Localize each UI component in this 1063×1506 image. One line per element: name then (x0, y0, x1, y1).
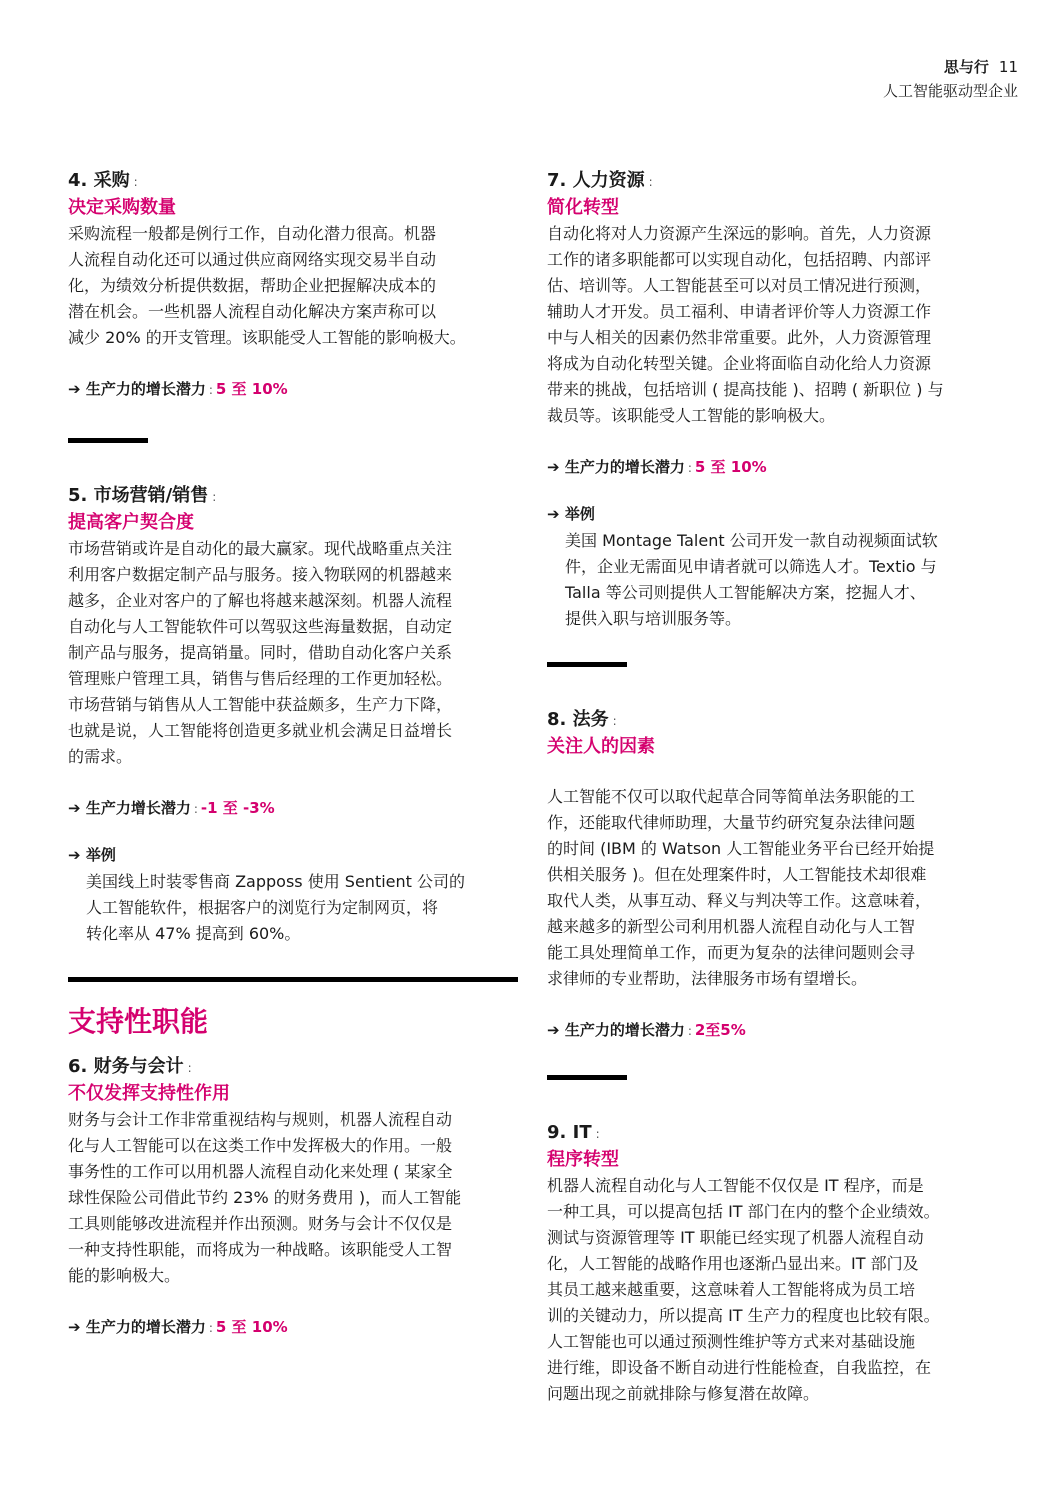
productivity-potential: ➔ 生产力增长潜力 : -1 至 -3% (68, 799, 275, 817)
section-title: 6. 财务与会计 (68, 1056, 184, 1077)
section-title: 4. 采购 (68, 170, 130, 191)
productivity-value: -1 至 -3% (200, 799, 275, 817)
section-divider (547, 662, 627, 667)
section-it: 9. IT : 程序转型 机器人流程自动化与人工智能不仅仅是 IT 程序，而是 一种工具，可以提高包括 IT 部门在内的整个企业绩效。 测试与资源管理等 IT 职能已经实现了机器人流程自动 化，人工智能的战略作用也逐渐凸显出来。IT 部门及 其员工越来越重要，这意味着人工智能将成为员工培 训的关键动力，所以提高 IT 生产力的程度也比较有限。 人工智能也可以通过预测性维护等方式来对基础设施 进行维，即设备不断自动进行性能检查，自我监控，在 问题出现之前就排除与修复潜在故障。 (547, 1120, 999, 1407)
header-brand: 思与行 (943, 58, 989, 76)
page-number: 11 (998, 58, 1018, 76)
example-text: 美国线上时装零售商 Zapposs 使用 Sentient 公司的 人工智能软件，根据客户的浏览行为定制网页，将 转化率从 47% 提高到 60%。 (86, 872, 466, 943)
right-column (547, 168, 999, 1407)
productivity-value: 5 至 10% (215, 1318, 288, 1336)
productivity-potential: ➔ 生产力的增长潜力 : 5 至 10% (547, 458, 767, 476)
section-title: 5. 市场营销/销售 (68, 485, 209, 506)
example-label: ➔ 举例 (547, 505, 595, 523)
section-subtitle: 关注人的因素 (547, 736, 655, 757)
arrow-right-icon: ➔ (547, 458, 560, 476)
arrow-right-icon: ➔ (68, 380, 81, 398)
section-legal: 8. 法务 : 关注人的因素 人工智能不仅可以取代起草合同等简单法务职能的工 作，还能取代律师助理，大量节约研究复杂法律问题 的时间 (IBM 的 Watson 人工智能业务平台已经开始提 供相关服务 )。但在处理案件时，人工智能技术却很难 取代人类，从事互动、释义与判决等工作。这意味着， 越来越多的新型公司利用机器人流程自动化与人工智 能工具处理简单工作，而更为复杂的法律问题则会寻 求律师的专业帮助，法律服务市场有望增长。 ➔ 生产力的增长潜力 : 2至5% (547, 707, 999, 1043)
section-procurement: 4. 采购 : 决定采购数量 采购流程一般都是例行工作，自动化潜力很高。机器 人流程自动化还可以通过供应商网络实现交易半自动 化，为绩效分析提供数据，帮助企业把握解决成本的 潜在机会。一些机器人流程自动化解决方案声称可以 减少 20% 的开支管理。该职能受人工智能的影响极大。 ➔ 生产力的增长潜力 : 5 至 10% (68, 168, 520, 402)
header-brand-line (883, 56, 1018, 80)
section-title: 9. IT (547, 1122, 592, 1143)
section-divider-long (68, 977, 518, 982)
support-functions-heading: 支持性职能 (68, 1005, 209, 1038)
section-title: 8. 法务 (547, 709, 609, 730)
section-subtitle: 不仅发挥支持性作用 (68, 1083, 230, 1104)
example-label: ➔ 举例 (68, 846, 116, 864)
section-body: 财务与会计工作非常重视结构与规则，机器人流程自动 化与人工智能可以在这类工作中发挥极大的作用。一般 事务性的工作可以用机器人流程自动化来处理 ( 某家全 球性保险公司借此节约 23% 的财务费用 )，而人工智能 工具则能够改进流程并作出预测。财务与会计不仅仅是 一种支持性职能，而将成为一种战略。该职能受人工智 能的影响极大。 (68, 1110, 462, 1285)
productivity-value: 5 至 10% (694, 458, 767, 476)
section-divider (547, 1075, 627, 1080)
arrow-right-icon: ➔ (68, 846, 81, 864)
left-column (68, 168, 520, 1340)
example-text: 美国 Montage Talent 公司开发一款自动视频面试软 件，企业无需面见申请者就可以筛选人才。Textio 与 Talla 等公司则提供人工智能解决方案，挖掘人才、 提供入职与培训服务等。 (565, 531, 938, 628)
productivity-value: 5 至 10% (215, 380, 288, 398)
section-human-resources: 7. 人力资源 : 简化转型 自动化将对人力资源产生深远的影响。首先，人力资源 工作的诸多职能都可以实现自动化，包括招聘、内部评 估、培训等。人工智能甚至可以对员工情况进行预测， 辅助人才开发。员工福利、申请者评价等人力资源工作 中与人相关的因素仍然非常重要。此外，人力资源管理 将成为自动化转型关键。企业将面临自动化给人力资源 带来的挑战，包括培训 ( 提高技能 )、招聘 ( 新职位 ) 与 裁员等。该职能受人工智能的影响极大。 ➔ 生产力的增长潜力 : 5 至 10% ➔ 举例 美国 Montage Talent 公司开发一款自动视频面试软 件，企业无需面见申请者就可以筛选人才。Textio 与 Talla 等公司则提供人工智能解决方案，挖掘人才、 提供入职与培训服务等。 (547, 168, 999, 632)
section-body: 市场营销或许是自动化的最大赢家。现代战略重点关注 利用客户数据定制产品与服务。接入物联网的机器越来 越多，企业对客户的了解也将越来越深刻。机器人流程 自动化与人工智能软件可以驾驭这些海量数据，自动定 制产品与服务，提高销量。同时，借助自动化客户关系 管理账户管理工具，销售与售后经理的工作更加轻松。 市场营销与销售从人工智能中获益颇多，生产力下降， 也就是说，人工智能将创造更多就业机会满足日益增长 的需求。 (68, 539, 453, 766)
section-divider (68, 438, 148, 443)
productivity-potential: ➔ 生产力的增长潜力 : 5 至 10% (68, 380, 288, 398)
arrow-right-icon: ➔ (68, 799, 81, 817)
page-header (883, 56, 1018, 101)
section-body: 采购流程一般都是例行工作，自动化潜力很高。机器 人流程自动化还可以通过供应商网络实现交易半自动 化，为绩效分析提供数据，帮助企业把握解决成本的 潜在机会。一些机器人流程自动化解决方案声称可以 减少 20% 的开支管理。该职能受人工智能的影响极大。 (68, 224, 466, 347)
section-finance-accounting: 6. 财务与会计 : 不仅发挥支持性作用 财务与会计工作非常重视结构与规则，机器人流程自动 化与人工智能可以在这类工作中发挥极大的作用。一般 事务性的工作可以用机器人流程自动化来处理 ( 某家全 球性保险公司借此节约 23% 的财务费用 )，而人工智能 工具则能够改进流程并作出预测。财务与会计不仅仅是 一种支持性职能，而将成为一种战略。该职能受人工智 能的影响极大。 ➔ 生产力的增长潜力 : 5 至 10% (68, 1054, 520, 1340)
section-body: 自动化将对人力资源产生深远的影响。首先，人力资源 工作的诸多职能都可以实现自动化，包括招聘、内部评 估、培训等。人工智能甚至可以对员工情况进行预测， 辅助人才开发。员工福利、申请者评价等人力资源工作 中与人相关的因素仍然非常重要。此外，人力资源管理 将成为自动化转型关键。企业将面临自动化给人力资源 带来的挑战，包括培训 ( 提高技能 )、招聘 ( 新职位 ) 与 裁员等。该职能受人工智能的影响极大。 (547, 224, 944, 425)
productivity-value: 2至5% (694, 1021, 746, 1039)
productivity-potential: ➔ 生产力的增长潜力 : 2至5% (547, 1021, 746, 1039)
section-subtitle: 程序转型 (547, 1149, 619, 1170)
header-subtitle: 人工智能驱动型企业 (882, 82, 1018, 100)
arrow-right-icon: ➔ (547, 505, 560, 523)
section-marketing-sales: 5. 市场营销/销售 : 提高客户契合度 市场营销或许是自动化的最大赢家。现代战略重点关注 利用客户数据定制产品与服务。接入物联网的机器越来 越多，企业对客户的了解也将越来越深刻。机器人流程 自动化与人工智能软件可以驾驭这些海量数据，自动定 制产品与服务，提高销量。同时，借助自动化客户关系 管理账户管理工具，销售与售后经理的工作更加轻松。 市场营销与销售从人工智能中获益颇多，生产力下降， 也就是说，人工智能将创造更多就业机会满足日益增长 的需求。 ➔ 生产力增长潜力 : -1 至 -3% ➔ 举例 美国线上时装零售商 Zapposs 使用 Sentient 公司的 人工智能软件，根据客户的浏览行为定制网页，将 转化率从 47% 提高到 60%。 (68, 483, 520, 947)
section-subtitle: 提高客户契合度 (68, 512, 194, 533)
section-subtitle: 简化转型 (547, 197, 619, 218)
section-body: 机器人流程自动化与人工智能不仅仅是 IT 程序，而是 一种工具，可以提高包括 IT 部门在内的整个企业绩效。 测试与资源管理等 IT 职能已经实现了机器人流程自动 化，人工智能的战略作用也逐渐凸显出来。IT 部门及 其员工越来越重要，这意味着人工智能将成为员工培 训的关键动力，所以提高 IT 生产力的程度也比较有限。 人工智能也可以通过预测性维护等方式来对基础设施 进行维，即设备不断自动进行性能检查，自我监控，在 问题出现之前就排除与修复潜在故障。 (547, 1176, 940, 1403)
productivity-potential: ➔ 生产力的增长潜力 : 5 至 10% (68, 1318, 288, 1336)
arrow-right-icon: ➔ (68, 1318, 81, 1336)
section-body: 人工智能不仅可以取代起草合同等简单法务职能的工 作，还能取代律师助理，大量节约研究复杂法律问题 的时间 (IBM 的 Watson 人工智能业务平台已经开始提 供相关服务 )。但在处理案件时，人工智能技术却很难 取代人类，从事互动、释义与判决等工作。这意味着， 越来越多的新型公司利用机器人流程自动化与人工智 能工具处理简单工作，而更为复杂的法律问题则会寻 求律师的专业帮助，法律服务市场有望增长。 (547, 787, 935, 988)
arrow-right-icon: ➔ (547, 1021, 560, 1039)
section-title: 7. 人力资源 (547, 170, 645, 191)
section-subtitle: 决定采购数量 (68, 197, 176, 218)
